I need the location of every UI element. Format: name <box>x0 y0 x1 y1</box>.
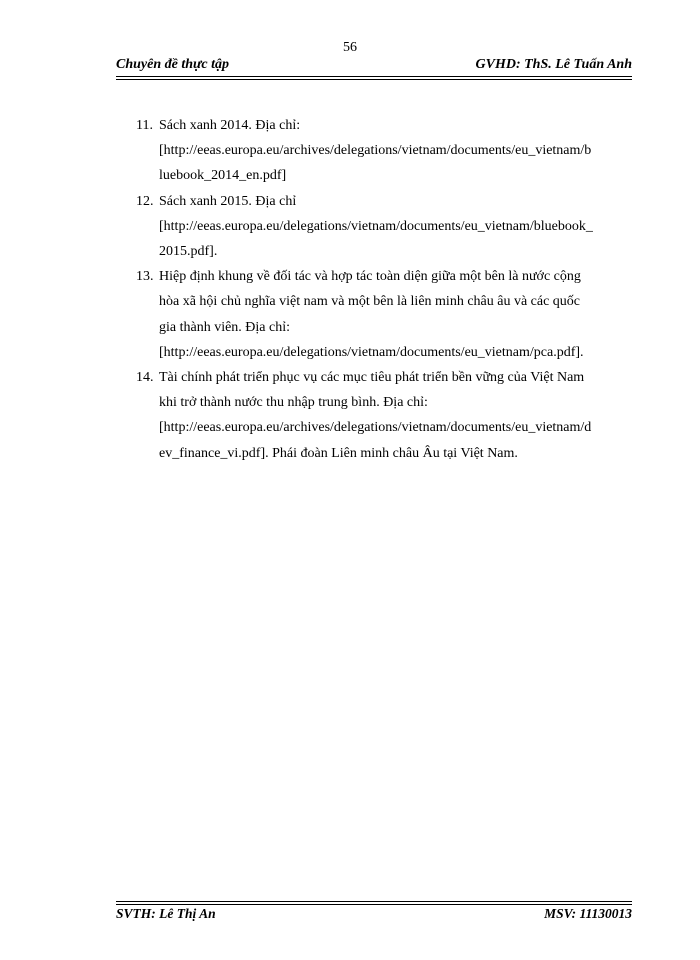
reference-number: 14. <box>136 370 154 386</box>
header-rule-bottom <box>116 79 632 80</box>
reference-line: Sách xanh 2014. Địa chỉ: <box>159 118 301 133</box>
reference-link: [http://eeas.europa.eu/delegations/vietnam/documents/eu_vietnam/bluebook_ <box>159 218 593 234</box>
reference-line: Tài chính phát triển phục vụ các mục tiêu phát triển bền vững của Việt Nam <box>159 370 585 386</box>
reference-line: Hiệp định khung về đối tác và hợp tác toàn diện giữa một bên là nước cộng <box>159 269 581 285</box>
reference-link: ev_finance_vi.pdf]. Phái đoàn Liên minh châu Âu tại Việt Nam. <box>159 445 518 461</box>
reference-item <box>136 189 626 265</box>
page-footer <box>116 906 632 924</box>
reference-list <box>136 113 626 466</box>
reference-number: 13. <box>136 269 154 285</box>
reference-number: 12. <box>136 193 154 209</box>
reference-link: 2015.pdf]. <box>159 244 218 260</box>
reference-link: [http://eeas.europa.eu/archives/delegations/vietnam/documents/eu_vietnam/d <box>159 420 592 436</box>
reference-number: 11. <box>136 118 153 133</box>
page-header <box>116 57 632 75</box>
reference-link: luebook_2014_en.pdf] <box>159 168 287 184</box>
footer-rule-bottom <box>116 904 632 905</box>
reference-link: [http://eeas.europa.eu/delegations/vietnam/documents/eu_vietnam/pca.pdf]. <box>159 344 584 360</box>
reference-link: [http://eeas.europa.eu/archives/delegations/vietnam/documents/eu_vietnam/b <box>159 143 592 159</box>
reference-line: gia thành viên. Địa chỉ: <box>159 319 291 335</box>
header-title: Chuyên đề thực tập <box>116 57 230 72</box>
page-number: 56 <box>343 40 357 55</box>
header-supervisor: GVHD: ThS. Lê Tuấn Anh <box>475 57 632 72</box>
footer-student-id: MSV: 11130013 <box>544 906 632 921</box>
reference-item <box>136 365 626 466</box>
header-rule-top <box>116 76 632 77</box>
reference-line: Sách xanh 2015. Địa chỉ <box>159 193 297 209</box>
footer-rule-top <box>116 901 632 902</box>
reference-item <box>136 113 626 189</box>
reference-line: khi trở thành nước thu nhập trung bình. Địa chỉ: <box>159 395 428 411</box>
footer-student: SVTH: Lê Thị An <box>116 906 216 921</box>
reference-line: hòa xã hội chủ nghĩa việt nam và một bên là liên minh châu âu và các quốc <box>159 294 581 310</box>
reference-item <box>136 264 626 365</box>
